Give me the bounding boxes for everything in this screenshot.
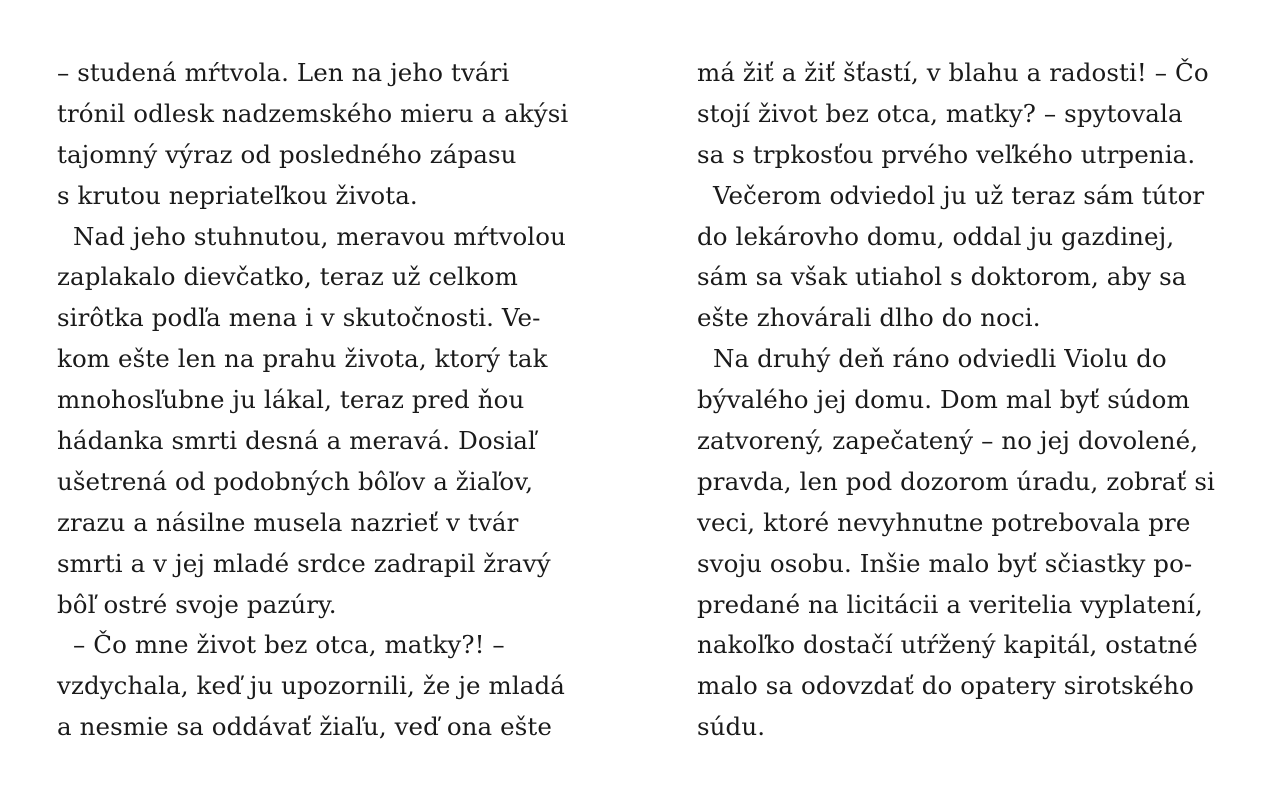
text-line: zrazu a násilne musela nazrieť v tvár [57, 507, 519, 537]
text-line: hádanka smrti desná a meravá. Dosiaľ [57, 426, 536, 456]
left-page [57, 53, 617, 748]
text-line: kom ešte len na prahu života, ktorý tak [57, 344, 548, 374]
paragraph-first-line: Nad jeho stuhnutou, meravou mŕtvolou [73, 221, 566, 251]
text-line: trónil odlesk nadzemského mieru a akýsi [57, 98, 569, 128]
text-line: sirôtka podľa mena i v skutočnosti. Ve- [57, 303, 541, 333]
text-line: predané na licitácii a veritelia vyplatení, [697, 589, 1203, 619]
text-line: tajomný výraz od posledného zápasu [57, 139, 517, 169]
text-line: nakoľko dostačí utŕžený kapitál, ostatné [697, 630, 1198, 660]
text-line: ešte zhovárali dlho do noci. [697, 303, 1041, 333]
right-page [697, 53, 1257, 748]
text-line: zatvorený, zapečatený – no jej dovolené, [697, 426, 1199, 456]
paragraph-first-line: Večerom odviedol ju už teraz sám tútor [713, 180, 1205, 210]
text-line: má žiť a žiť šťastí, v blahu a radosti! – Čo [697, 58, 1209, 87]
text-line: vzdychala, keď ju upozornili, že je mladá [57, 671, 565, 701]
text-line: smrti a v jej mladé srdce zadrapil žravý [57, 548, 551, 578]
text-line: sa s trpkosťou prvého veľkého utrpenia. [697, 139, 1196, 169]
text-line: pravda, len pod dozorom úradu, zobrať si [697, 466, 1215, 496]
text-line: zaplakalo dievčatko, teraz už celkom [57, 262, 518, 292]
text-line: ušetrená od podobných bôľov a žiaľov, [57, 466, 534, 496]
text-line: stojí život bez otca, matky? – spytovala [697, 98, 1183, 128]
text-line: malo sa odovzdať do opatery sirotského [697, 671, 1194, 701]
text-line: mnohosľubne ju lákal, teraz pred ňou [57, 385, 525, 415]
paragraph-first-line: Na druhý deň ráno odviedli Violu do [713, 344, 1167, 374]
paragraph-first-line: – Čo mne život bez otca, matky?! – [73, 630, 505, 660]
text-line: svoju osobu. Inšie malo byť sčiastky po- [697, 548, 1193, 578]
text-line: súdu. [697, 712, 766, 742]
text-line: do lekárovho domu, oddal ju gazdinej, [697, 221, 1175, 251]
text-line: bôľ ostré svoje pazúry. [57, 589, 337, 619]
text-line: veci, ktoré nevyhnutne potrebovala pre [697, 507, 1191, 537]
text-line: sám sa však utiahol s doktorom, aby sa [697, 262, 1187, 292]
text-line: a nesmie sa oddávať žiaľu, veď ona ešte [57, 712, 552, 742]
text-line: – studená mŕtvola. Len na jeho tvári [57, 58, 510, 87]
text-line: s krutou nepriateľkou života. [57, 180, 418, 210]
text-line: bývalého jej domu. Dom mal byť súdom [697, 385, 1190, 415]
